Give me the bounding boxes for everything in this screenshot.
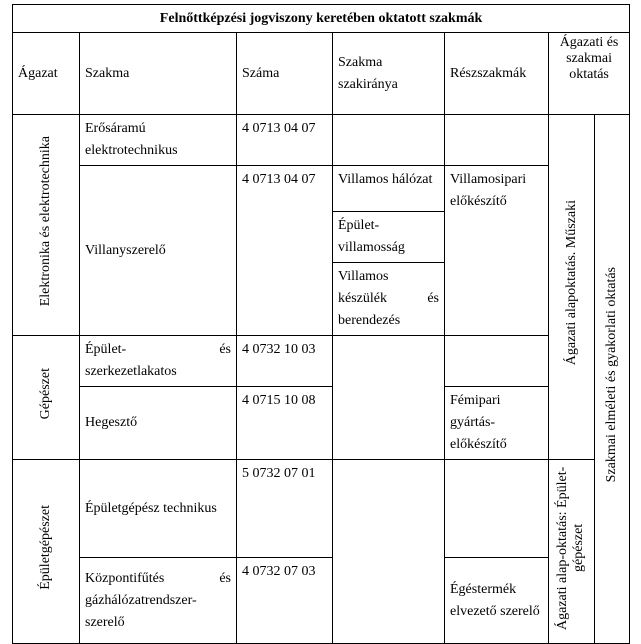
szakma-cell: Villanyszerelő <box>80 166 237 336</box>
header-szakirany: Szakma szakiránya <box>333 33 445 115</box>
oktatas-alap-muszaki-label: Ágazati alapoktatás. Műszaki <box>563 200 579 366</box>
szakirany-cell: Villamos készülék és berendezés <box>333 263 445 336</box>
reszszakma-empty-cell <box>445 460 549 558</box>
reszszakma-empty-cell <box>445 336 549 387</box>
szama-cell: 4 0732 10 03 <box>237 336 333 387</box>
header-szama: Száma <box>237 33 333 115</box>
reszszakma-cell: Égéstermék elvezető szerelő <box>445 558 549 644</box>
szakma-cell: Hegesztő <box>80 387 237 460</box>
sector-gepeszet-label: Gépészet <box>38 367 53 420</box>
sector-epuletgepeszet <box>13 460 80 644</box>
header-reszszakmak: Részszakmák <box>445 33 549 115</box>
szama-cell: 4 0713 04 07 <box>237 166 333 336</box>
szama-cell: 4 0715 10 08 <box>237 387 333 460</box>
oktatas-alap-epuletgepeszet <box>549 460 595 644</box>
szakma-cell: Erősáramú elektrotechnikus <box>80 115 237 166</box>
szakirany-empty-cell <box>333 460 445 644</box>
oktatas-alap-epuletgepeszet-label: Ágazati alap-oktatás: Épület-gépészet <box>554 465 586 630</box>
table-title: Felnőttképzési jogviszony keretében oktatott szakmák <box>13 5 630 33</box>
oktatas-szakmai <box>595 115 630 644</box>
szakma-cell: Központifűtés és gázhálózatrendszer-szerelő <box>80 558 237 644</box>
szama-cell: 4 0732 07 03 <box>237 558 333 644</box>
szama-cell: 5 0732 07 01 <box>237 460 333 558</box>
sector-gepeszet <box>13 336 80 460</box>
szakirany-cell: Épület-villamosság <box>333 212 445 263</box>
document-table-wrapper <box>12 4 630 644</box>
szakma-cell: Épület- és szerkezetlakatos <box>80 336 237 387</box>
oktatas-alap-muszaki <box>549 115 595 460</box>
szakirany-empty-cell <box>333 336 445 460</box>
header-szakma: Szakma <box>80 33 237 115</box>
reszszakma-cell: Villamosipari előkészítő <box>445 166 549 336</box>
reszszakma-cell: Fémipari gyártás-előkészítő <box>445 387 549 460</box>
header-agazat: Ágazat <box>13 33 80 115</box>
professions-table <box>12 4 630 644</box>
oktatas-szakmai-label: Szakmai elméleti és gyakorlati oktatás <box>604 267 620 483</box>
header-agazati-oktatas: Ágazati és szakmai oktatás <box>549 33 630 115</box>
szakirany-empty-cell <box>333 115 445 166</box>
reszszakma-empty-cell <box>445 115 549 166</box>
sector-elektronika-label: Elektronika és elektrotechnika <box>38 135 53 307</box>
sector-epuletgepeszet-label: Épületgépészet <box>38 505 53 590</box>
szakirany-cell: Villamos hálózat <box>333 166 445 212</box>
sector-elektronika <box>13 115 80 336</box>
szama-cell: 4 0713 04 07 <box>237 115 333 166</box>
szakma-cell: Épületgépész technikus <box>80 460 237 558</box>
